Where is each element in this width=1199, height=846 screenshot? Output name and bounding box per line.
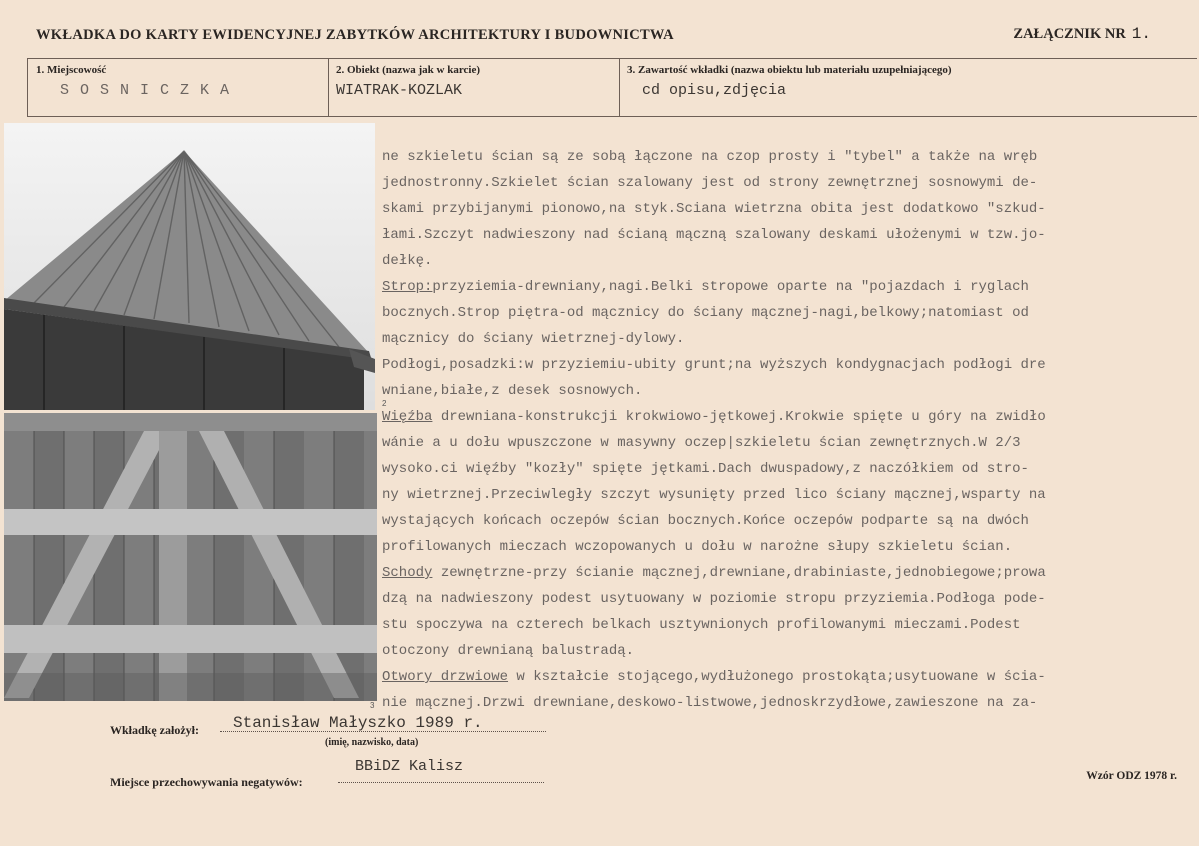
- attachment-number: 1.: [1131, 25, 1151, 43]
- storage-value: BBiDZ Kalisz: [355, 758, 464, 775]
- locality-value: SOSNICZKA: [60, 82, 241, 99]
- description-segment: profilowanych mieczach wczopowanych u dołu w narożne słupy szkieletu ścian.: [382, 539, 1013, 555]
- photo-area: [4, 123, 387, 710]
- description-text: [382, 144, 1182, 716]
- description-segment: dełkę.: [382, 253, 433, 269]
- description-segment: wysoko.ci więźby "kozły" spięte jętkami.Dach dwuspadowy,z naczółkiem od stro-: [382, 461, 1029, 477]
- storage-label: Miejsce przechowywania negatywów:: [110, 775, 303, 789]
- description-segment: przyziemia-drewniany,nagi.Belki stropowe oparte na "pojazdach i ryglach: [432, 279, 1029, 295]
- description-segment: otoczony drewnianą balustradą.: [382, 643, 635, 659]
- description-segment: zewnętrzne-przy ścianie mącznej,drewniane,drabiniaste,jednobiegowe;prowa: [432, 565, 1046, 581]
- description-segment: wniane,białe,z desek sosnowych.: [382, 383, 643, 399]
- form-code: Wzór ODZ 1978 r.: [1086, 770, 1177, 782]
- contents-label: 3. Zawartość wkładki (nazwa obiektu lub materiału uzupełniającego): [627, 64, 952, 76]
- locality-label: 1. Miejscowość: [36, 64, 107, 76]
- author-value: Stanisław Małyszko 1989 r.: [233, 714, 483, 732]
- object-value: WIATRAK-KOZLAK: [336, 82, 463, 99]
- windmill-gable-photo: [4, 123, 375, 410]
- description-segment: dzą na nadwieszony podest usytuowany w poziomie stropu przyziemia.Podłoga pode-: [382, 591, 1046, 607]
- section-heading: Otwory drzwiowe: [382, 669, 509, 685]
- description-segment: nie mącznej.Drzwi drewniane,deskowo-listwowe,jednoskrzydłowe,zawieszone na za-: [382, 695, 1038, 711]
- section-heading: Strop:: [382, 279, 433, 295]
- description-segment: bocznych.Strop piętra-od mącznicy do ściany mącznej-nagi,belkowy;natomiast od: [382, 305, 1029, 321]
- field-divider-2: [619, 58, 620, 117]
- description-segment: ne szkieletu ścian są ze sobą łączone na czop prosty i "tybel" a także na wręb: [382, 149, 1038, 165]
- description-segment: wánie a u dołu wpuszczone w masywny oczep|szkieletu ścian zewnętrznych.W 2/3: [382, 435, 1021, 451]
- description-segment: łami.Szczyt nadwieszony nad ścianą mączną szalowany deskami ułożenymi w tzw.jo-: [382, 227, 1046, 243]
- frame-structure-photo: [4, 413, 377, 701]
- field-divider-1: [328, 58, 329, 117]
- description-segment: ny wietrznej.Przeciwległy szczyt wysunięty przed lico ściany mącznej,wsparty na: [382, 487, 1046, 503]
- form-title: WKŁADKA DO KARTY EWIDENCYJNEJ ZABYTKÓW ARCHITEKTURY I BUDOWNICTWA: [36, 27, 674, 43]
- photo-mark-top: 2: [382, 399, 387, 408]
- author-caption: (imię, nazwisko, data): [325, 737, 419, 748]
- section-heading: Więźba: [382, 409, 433, 425]
- header-rule-top: [27, 58, 1197, 59]
- description-segment: mącznicy do ściany wietrznej-dylowy.: [382, 331, 685, 347]
- contents-value: cd opisu,zdjęcia: [642, 82, 787, 99]
- attachment-number-label: [1013, 25, 1151, 43]
- description-segment: w kształcie stojącego,wydłużonego prostokąta;usytuowane w ścia-: [508, 669, 1046, 685]
- description-segment: drewniana-konstrukcji krokwiowo-jętkowej.Krokwie spięte u góry na zwidło: [432, 409, 1046, 425]
- author-label: Wkładkę założył:: [110, 723, 199, 737]
- header-rule-bottom: [27, 116, 1197, 117]
- storage-line: [338, 782, 544, 783]
- description-segment: Podłogi,posadzki:w przyziemiu-ubity grunt;na wyższych kondygnacjach podłogi dre: [382, 357, 1046, 373]
- field-divider-left: [27, 58, 28, 117]
- section-heading: Schody: [382, 565, 433, 581]
- description-segment: wystających końcach oczepów ścian bocznych.Końce oczepów podparte są na dwóch: [382, 513, 1029, 529]
- description-segment: skami przybijanymi pionowo,na styk.Sciana wietrzna obita jest dodatkowo "szkud-: [382, 201, 1046, 217]
- photo-mark-bottom: 3: [370, 701, 375, 710]
- object-label: 2. Obiekt (nazwa jak w karcie): [336, 64, 481, 76]
- description-segment: jednostronny.Szkielet ścian szalowany jest od strony zewnętrznej sosnowymi de-: [382, 175, 1038, 191]
- description-segment: stu spoczywa na czterech belkach usztywnionych profilowanymi mieczami.Podest: [382, 617, 1021, 633]
- attachment-label: ZAŁĄCZNIK NR: [1013, 26, 1126, 42]
